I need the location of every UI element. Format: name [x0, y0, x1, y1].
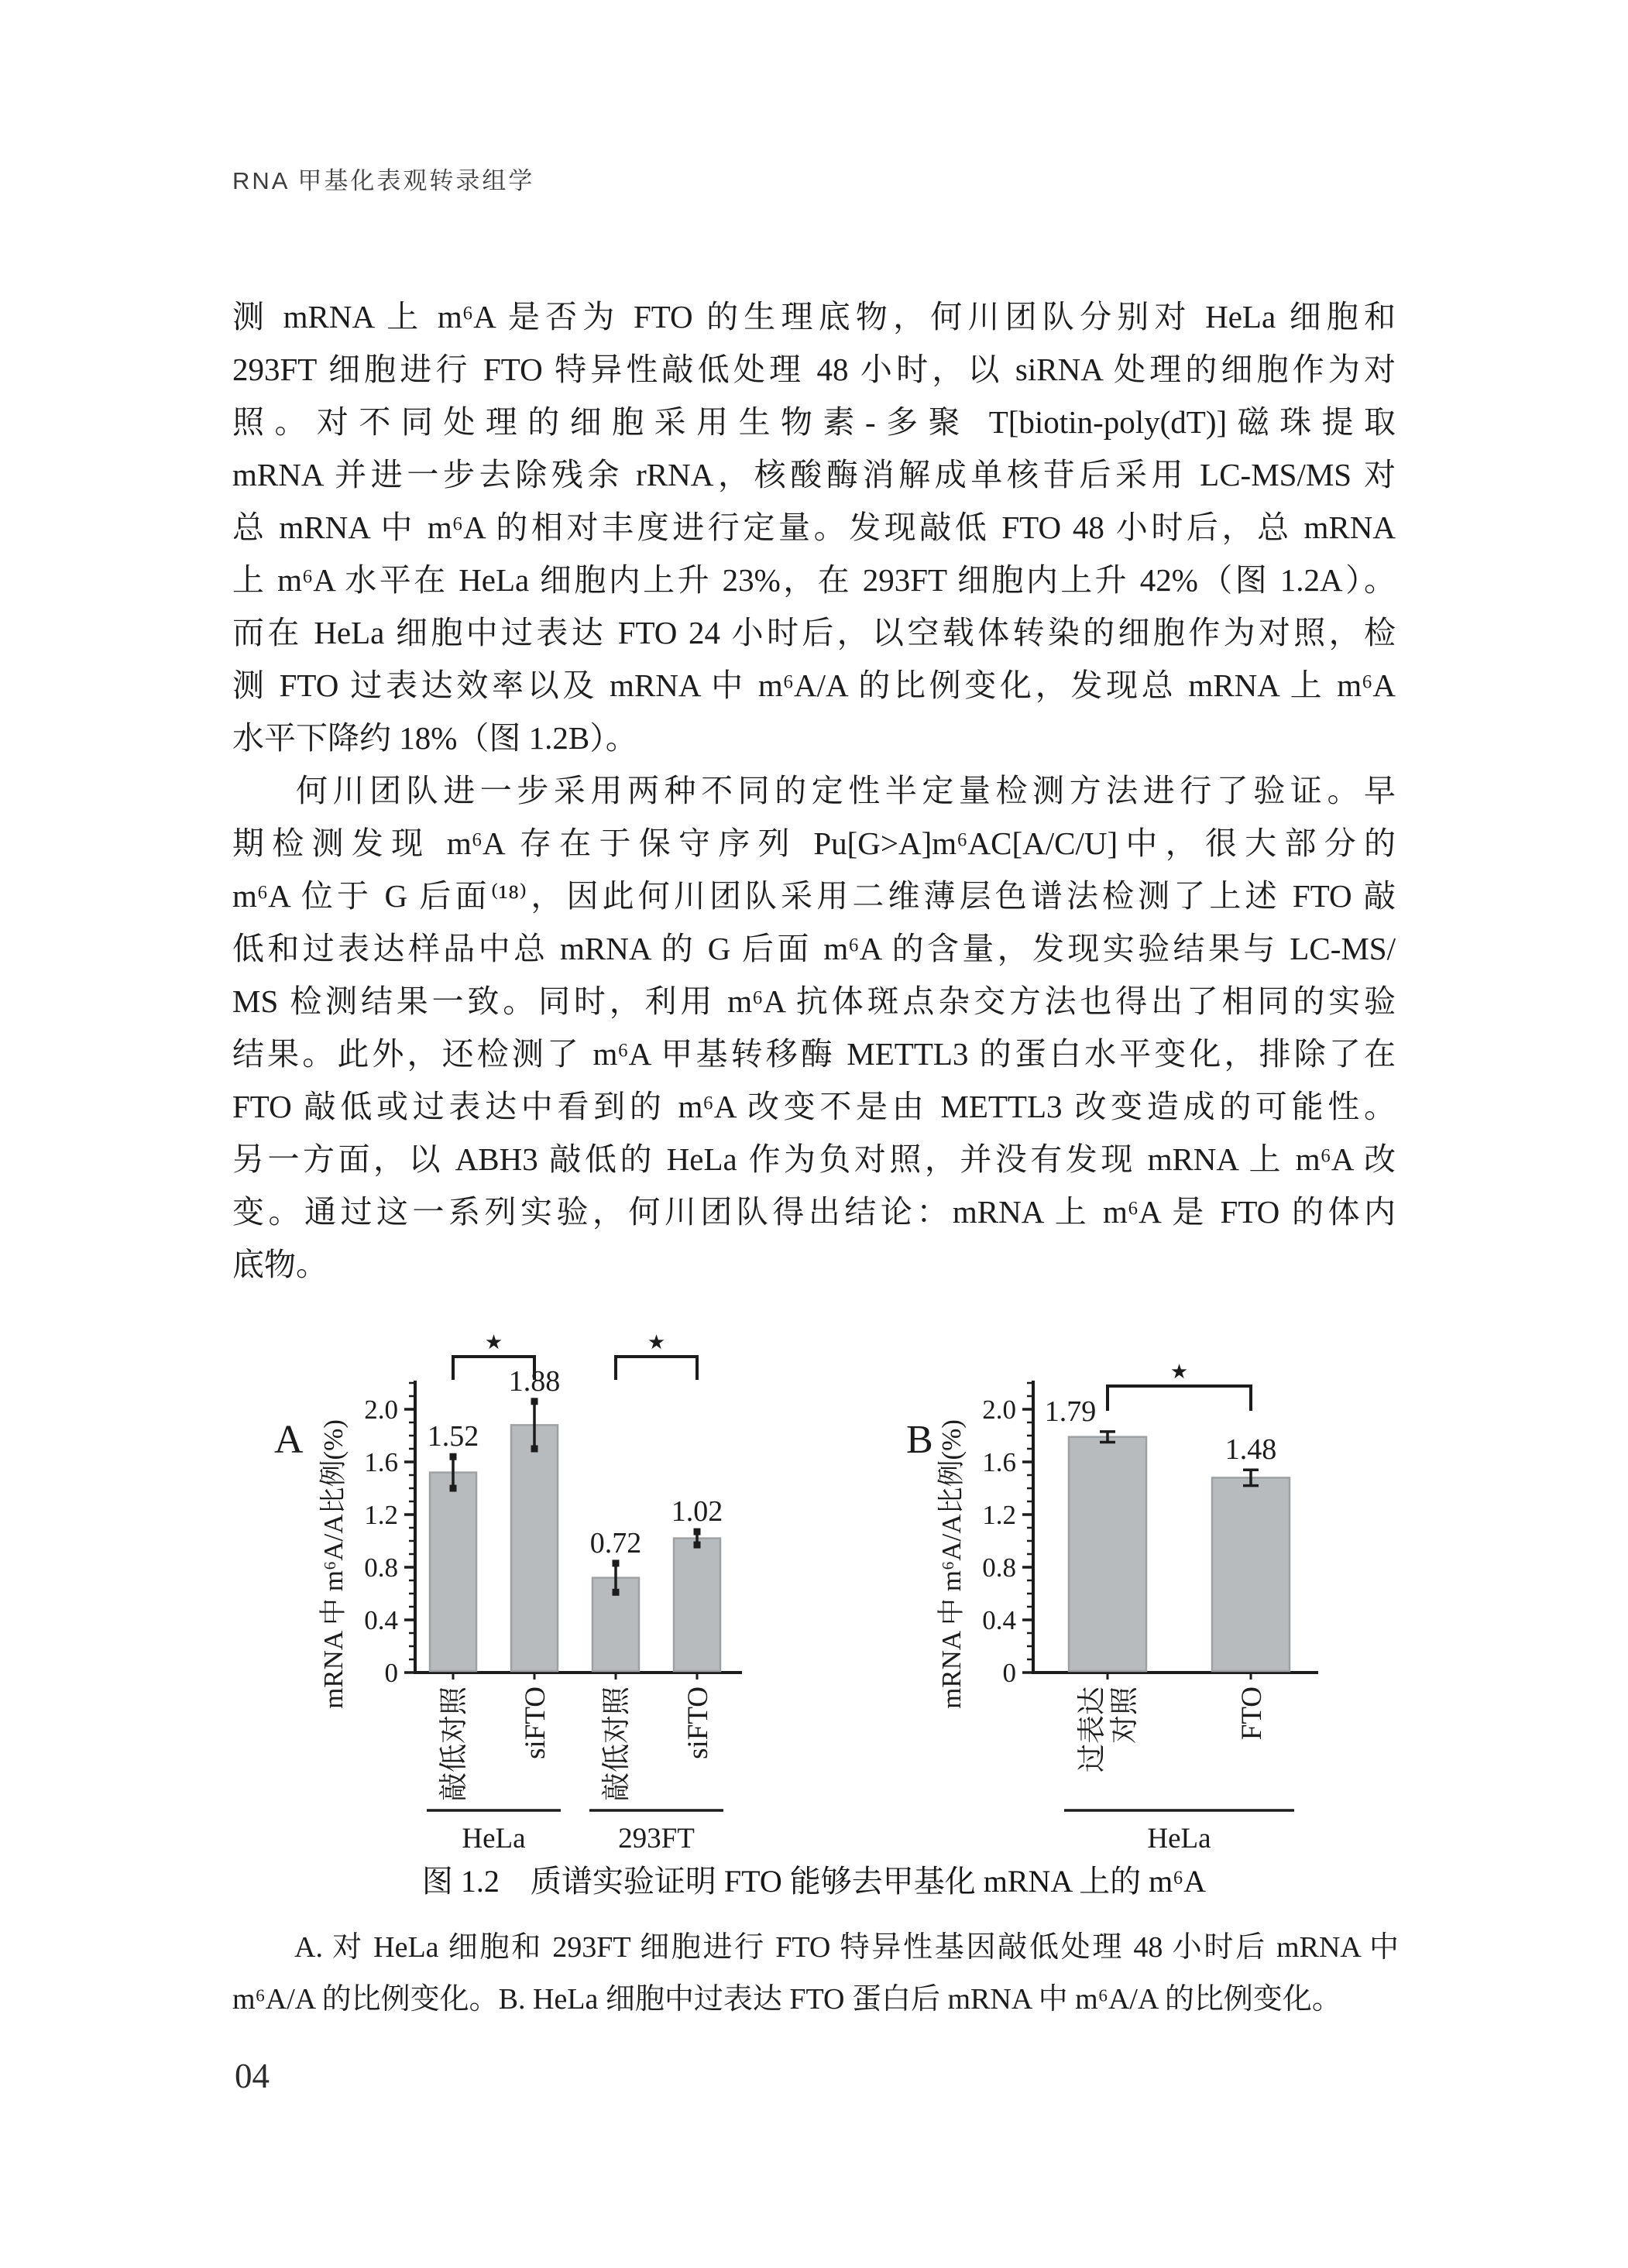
y-tick-label: 1.2 — [982, 1500, 1016, 1530]
bar — [674, 1539, 720, 1671]
figure-note-line: m⁶A/A 的比例变化。B. HeLa 细胞中过表达 FTO 蛋白后 mRNA 中 m⁶A/A 的比例变化。 — [232, 1983, 1341, 2016]
x-category-label: 过表达 — [1077, 1686, 1108, 1772]
error-cap — [450, 1453, 457, 1460]
x-category-label: 对照 — [1109, 1686, 1141, 1744]
y-tick-label: 0.8 — [364, 1553, 398, 1583]
star-icon: ★ — [1169, 1360, 1189, 1384]
paragraph-line: 何川团队进一步采用两种不同的定性半定量检测方法进行了验证。早 — [296, 773, 1396, 808]
significance-bracket — [616, 1357, 697, 1380]
x-category-label: 敲低对照 — [438, 1686, 470, 1801]
chart-panel-b — [875, 1309, 1371, 1885]
running-header: RNA 甲基化表观转录组学 — [232, 167, 535, 194]
error-cap — [694, 1529, 701, 1535]
error-cap — [694, 1542, 701, 1549]
group-label: HeLa — [462, 1823, 526, 1855]
paragraph-line: 测 mRNA 上 m⁶A 是否为 FTO 的生理底物，何川团队分别对 HeLa 细胞和 — [232, 299, 1396, 335]
bar — [511, 1425, 558, 1671]
error-cap — [613, 1559, 620, 1566]
value-label: 1.02 — [671, 1495, 723, 1529]
chart-panel-a — [263, 1309, 821, 1885]
figure-note-line: A. 对 HeLa 细胞和 293FT 细胞进行 FTO 特异性基因敲低处理 48 小时后 mRNA 中 — [294, 1931, 1399, 1964]
x-category-label: FTO — [1236, 1686, 1268, 1741]
paragraph-line: 测 FTO 过表达效率以及 mRNA 中 m⁶A/A 的比例变化，发现总 mRNA 上 m⁶A — [232, 667, 1396, 703]
x-category-label: siFTO — [682, 1686, 714, 1759]
page-number: 04 — [235, 2057, 270, 2095]
paragraph-line: 照。对不同处理的细胞采用生物素-多聚 T[biotin-poly(dT)]磁珠提取 — [232, 404, 1396, 440]
paragraph-line: FTO 敲低或过表达中看到的 m⁶A 改变不是由 METTL3 改变造成的可能性。 — [232, 1089, 1396, 1124]
y-axis-title: mRNA 中 m⁶A/A比例(%) — [318, 1419, 349, 1709]
y-tick-label: 0.4 — [982, 1605, 1016, 1635]
paragraph-line: MS 检测结果一致。同时，利用 m⁶A 抗体斑点杂交方法也得出了相同的实验 — [232, 983, 1396, 1019]
paragraph-line: 水平下降约 18%（图 1.2B）。 — [232, 720, 637, 756]
error-cap — [531, 1398, 538, 1405]
paragraph-line: 结果。此外，还检测了 m⁶A 甲基转移酶 METTL3 的蛋白水平变化，排除了在 — [232, 1036, 1396, 1072]
bar — [1212, 1477, 1290, 1671]
y-tick-label: 0.4 — [364, 1605, 398, 1635]
y-tick-label: 0.8 — [982, 1553, 1016, 1583]
value-label: 1.88 — [508, 1364, 561, 1398]
paragraph-line: 低和过表达样品中总 mRNA 的 G 后面 m⁶A 的含量，发现实验结果与 LC-MS/ — [232, 931, 1396, 966]
x-category-label: 敲低对照 — [601, 1686, 633, 1801]
panel-label: A — [274, 1418, 304, 1462]
paragraph-line: m⁶A 位于 G 后面⁽¹⁸⁾，因此何川团队采用二维薄层色谱法检测了上述 FTO 敲 — [232, 878, 1396, 914]
value-label: 1.79 — [1044, 1395, 1097, 1428]
paragraph-line: 上 m⁶A 水平在 HeLa 细胞内上升 23%，在 293FT 细胞内上升 42%（图 1.2A）。 — [232, 562, 1396, 598]
panel-label: B — [906, 1418, 933, 1462]
figure-caption: 图 1.2 质谱实验证明 FTO 能够去甲基化 mRNA 上的 m⁶A — [421, 1864, 1207, 1899]
x-category-label: siFTO — [520, 1686, 551, 1759]
body-text — [232, 290, 1396, 1291]
y-tick-label: 2.0 — [982, 1395, 1016, 1425]
y-tick-label: 1.6 — [982, 1447, 1016, 1477]
y-tick-label: 0 — [1002, 1658, 1016, 1688]
bar — [430, 1473, 476, 1671]
significance-bracket — [1108, 1386, 1251, 1411]
paragraph-line: 293FT 细胞进行 FTO 特异性敲低处理 48 小时，以 siRNA 处理的细胞作为对 — [232, 352, 1396, 387]
y-tick-label: 1.2 — [364, 1500, 398, 1530]
y-tick-label: 1.6 — [364, 1447, 398, 1477]
value-label: 0.72 — [589, 1526, 642, 1559]
paragraph-line: 变。通过这一系列实验，何川团队得出结论：mRNA 上 m⁶A 是 FTO 的体内 — [232, 1194, 1396, 1230]
error-cap — [613, 1589, 620, 1596]
star-icon: ★ — [484, 1331, 503, 1354]
y-axis-title: mRNA 中 m⁶A/A比例(%) — [936, 1419, 967, 1709]
y-tick-label: 0 — [384, 1658, 398, 1688]
value-label: 1.48 — [1224, 1433, 1277, 1467]
paragraph-line: 另一方面，以 ABH3 敲低的 HeLa 作为负对照，并没有发现 mRNA 上 m⁶A 改 — [232, 1141, 1396, 1177]
y-tick-label: 2.0 — [364, 1395, 398, 1425]
error-cap — [450, 1485, 457, 1492]
paragraph-line: 总 mRNA 中 m⁶A 的相对丰度进行定量。发现敲低 FTO 48 小时后，总 mRNA — [232, 510, 1396, 545]
value-label: 1.52 — [427, 1420, 479, 1453]
paragraph-line: 底物。 — [232, 1247, 328, 1282]
group-label: HeLa — [1147, 1823, 1211, 1855]
group-label: 293FT — [618, 1823, 695, 1855]
paragraph-line: 期检测发现 m⁶A 存在于保守序列 Pu[G>A]m⁶AC[A/C/U]中，很大部分的 — [232, 825, 1396, 861]
paragraph-line: 而在 HeLa 细胞中过表达 FTO 24 小时后，以空载体转染的细胞作为对照，检 — [232, 615, 1396, 650]
star-icon: ★ — [647, 1331, 666, 1354]
figure-notes — [232, 1922, 1399, 2026]
bar — [1069, 1437, 1146, 1671]
error-cap — [531, 1446, 538, 1453]
paragraph-line: mRNA 并进一步去除残余 rRNA，核酸酶消解成单核苷后采用 LC-MS/MS 对 — [232, 457, 1396, 492]
